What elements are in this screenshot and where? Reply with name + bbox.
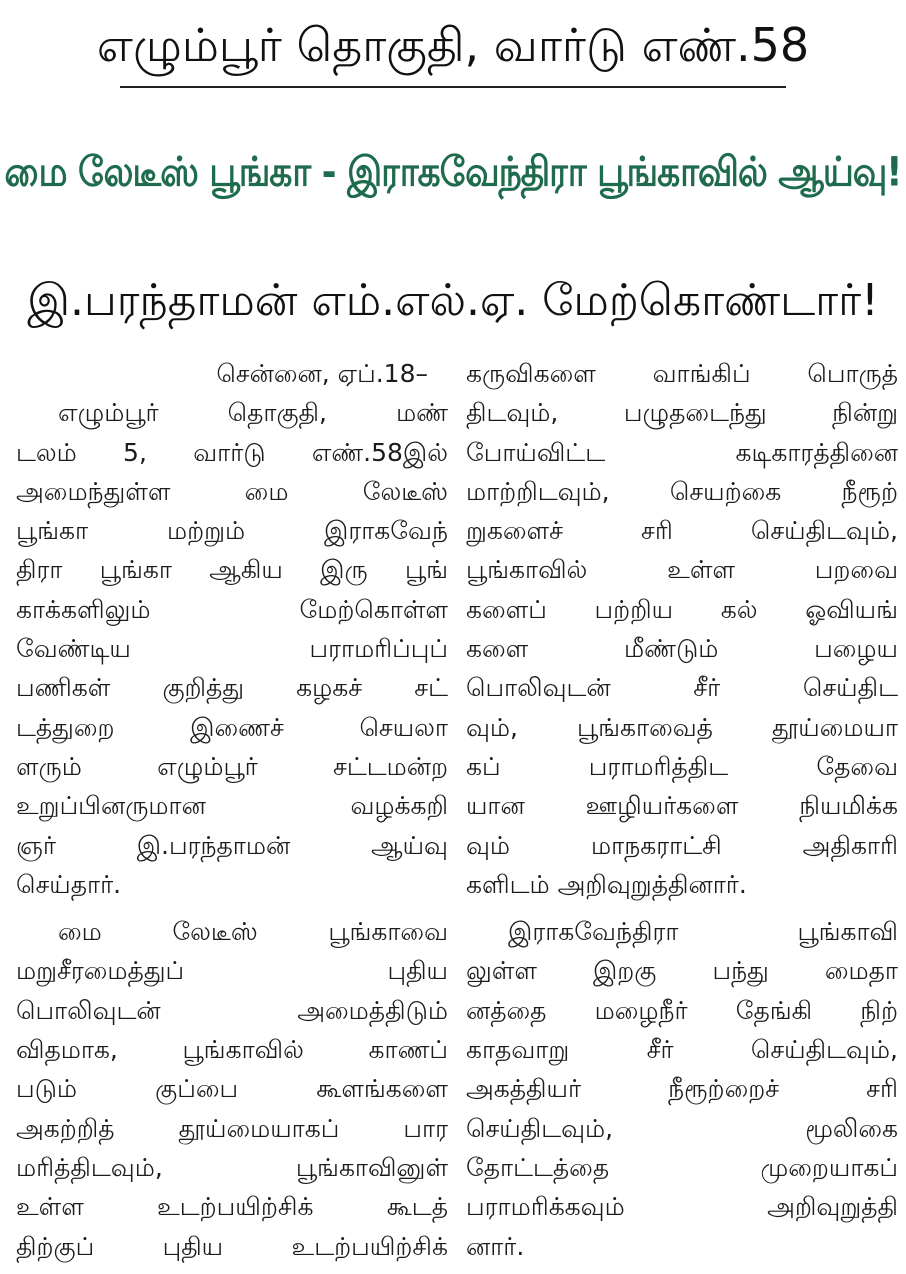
body-line: வும், பூங்காவைத் தூய்மையா bbox=[466, 712, 898, 742]
body-line: அகற்றித் தூய்மையாகப் பார bbox=[16, 1113, 448, 1143]
left-column bbox=[16, 354, 448, 1266]
body-line: றுகளைச் சரி செய்திடவும், bbox=[466, 516, 898, 546]
body-line: மறுசீரமைத்துப் புதிய bbox=[16, 956, 448, 986]
body-line: களிடம் அறிவுறுத்தினார். bbox=[466, 869, 747, 899]
body-line: விதமாக, பூங்காவில் காணப் bbox=[16, 1035, 448, 1065]
body-line: வேண்டிய பராமரிப்புப் bbox=[16, 634, 448, 664]
body-line: மரித்திடவும், பூங்காவினுள் bbox=[16, 1152, 448, 1182]
body-line: மாற்றிடவும், செயற்கை நீரூற் bbox=[466, 476, 898, 506]
body-line: ஞர் இ.பரந்தாமன் ஆய்வு bbox=[16, 830, 448, 860]
divider-rule bbox=[120, 86, 786, 88]
body-line: உள்ள உடற்பயிற்சிக் கூடத் bbox=[16, 1192, 448, 1222]
body-line: னார். bbox=[466, 1231, 525, 1261]
subheadline: இ.பரந்தாமன் எம்.எல்.ஏ. மேற்கொண்டார்! bbox=[27, 275, 879, 326]
body-line: காக்களிலும் மேற்கொள்ள bbox=[16, 594, 448, 624]
body-line: கருவிகளை வாங்கிப் பொருத் bbox=[466, 359, 898, 388]
body-line: னத்தை மழைநீர் தேங்கி நிற் bbox=[466, 995, 898, 1025]
body-line: பணிகள் குறித்து கழகச் சட் bbox=[16, 673, 448, 703]
body-line: கப் பராமரித்திட தேவை bbox=[466, 751, 898, 781]
body-line: பூங்காவில் உள்ள பறவை bbox=[466, 555, 898, 585]
body-line: அமைந்துள்ள மை லேடீஸ் bbox=[16, 476, 448, 506]
body-line: அகத்தியர் நீரூற்றைச் சரி bbox=[466, 1074, 898, 1104]
body-line: காதவாறு சீர் செய்திடவும், bbox=[466, 1035, 898, 1065]
body-line: டத்துறை இணைச் செயலா bbox=[16, 712, 448, 742]
body-line: யான ஊழியர்களை நியமிக்க bbox=[466, 791, 898, 821]
kicker-line: எழும்பூர் தொகுதி, வார்டு எண்.58 bbox=[96, 18, 810, 72]
body-line: மை லேடீஸ் பூங்காவை bbox=[58, 917, 448, 947]
body-line: இராகவேந்திரா பூங்காவி bbox=[508, 917, 898, 947]
body-line: எழும்பூர் தொகுதி, மண் bbox=[58, 398, 448, 428]
body-line: பராமரிக்கவும் அறிவுறுத்தி bbox=[466, 1192, 898, 1222]
right-column bbox=[466, 354, 898, 1266]
body-line: பொலிவுடன் சீர் செய்திட bbox=[466, 673, 898, 703]
body-line: லுள்ள இறகு பந்து மைதா bbox=[466, 956, 898, 986]
body-line: வும் மாநகராட்சி அதிகாரி bbox=[466, 830, 898, 860]
body-line: டலம் 5, வார்டு எண்.58இல் bbox=[16, 437, 448, 467]
body-line: பொலிவுடன் அமைத்திடும் bbox=[16, 995, 448, 1025]
headline: மை லேடீஸ் பூங்கா - இராகவேந்திரா பூங்காவில் ஆய்வு! bbox=[4, 149, 902, 196]
body-line: திரா பூங்கா ஆகிய இரு பூங் bbox=[16, 555, 448, 585]
body-line: பூங்கா மற்றும் இராகவேந் bbox=[16, 516, 448, 546]
dateline: சென்னை, ஏப்.18– bbox=[216, 359, 428, 388]
body-line: திடவும், பழுதடைந்து நின்று bbox=[466, 398, 898, 428]
body-line: செய்திடவும், மூலிகை bbox=[466, 1113, 898, 1143]
body-line: செய்தார். bbox=[16, 869, 122, 899]
body-line: தோட்டத்தை முறையாகப் bbox=[466, 1152, 898, 1182]
body-line: போய்விட்ட கடிகாரத்தினை bbox=[466, 437, 898, 467]
body-line: களை மீண்டும் பழைய bbox=[466, 634, 898, 664]
body-line: உறுப்பினருமான வழக்கறி bbox=[16, 791, 448, 821]
body-line: திற்குப் புதிய உடற்பயிற்சிக் bbox=[16, 1231, 448, 1261]
body-line: ளரும் எழும்பூர் சட்டமன்ற bbox=[16, 751, 448, 781]
body-line: களைப் பற்றிய கல் ஓவியங் bbox=[466, 594, 898, 624]
body-line: படும் குப்பை கூளங்களை bbox=[16, 1074, 448, 1104]
